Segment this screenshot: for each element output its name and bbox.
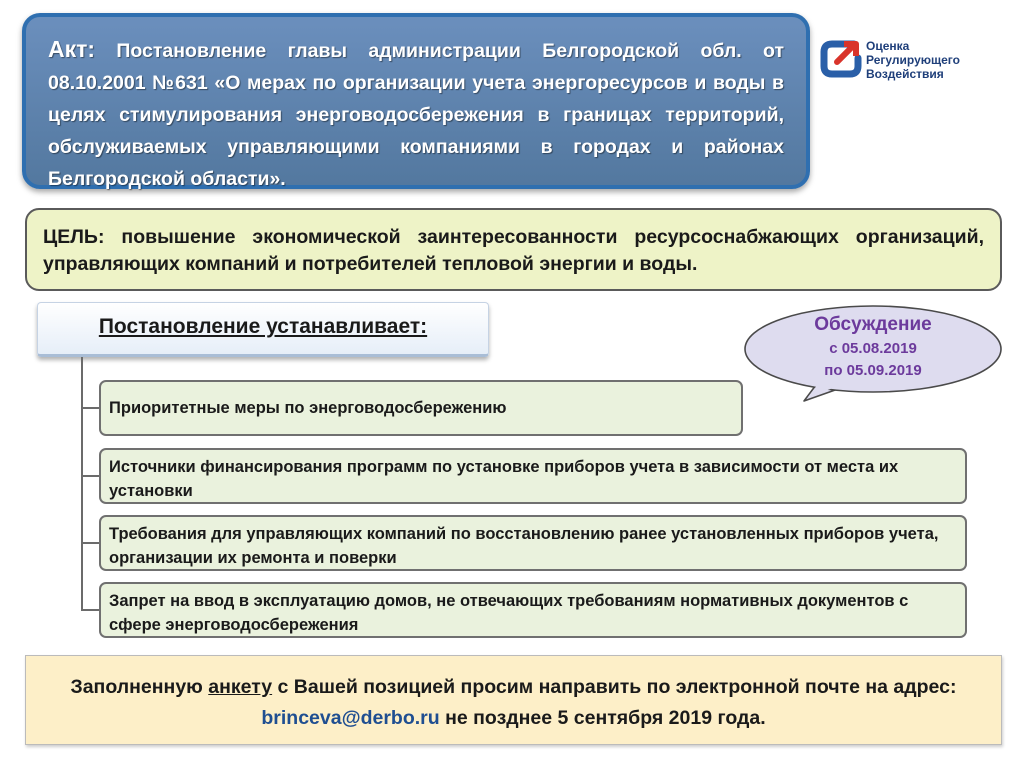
act-label: Акт: [48, 36, 96, 62]
email-link[interactable]: brinceva@derbo.ru [261, 707, 440, 729]
list-item [99, 515, 967, 571]
goal-label: ЦЕЛЬ: [43, 226, 105, 248]
goal-box [25, 208, 1002, 291]
discussion-bubble [742, 303, 1004, 403]
list-item-text: Требования для управляющих компаний по восстановлению ранее установленных приборов учета, организации их ремонта и поверки [109, 525, 939, 567]
footer-text-1: Заполненную [70, 676, 209, 698]
discussion-from: с 05.08.2019 [829, 340, 917, 357]
act-header [22, 13, 810, 189]
tree-branch [81, 609, 99, 611]
list-item [99, 448, 967, 504]
logo-mark-icon [820, 38, 862, 80]
footer-text-2: с Вашей позицией просим направить по электронной почте на адрес: [272, 676, 957, 698]
establish-title: Постановление устанавливает: [98, 315, 428, 338]
ovr-logo [820, 38, 1000, 88]
list-item [99, 380, 743, 436]
list-item [99, 582, 967, 638]
footer-notice [25, 655, 1002, 745]
list-item-text: Запрет на ввод в эксплуатацию домов, не отвечающих требованиям нормативных документов с сфере энерговодосбережения [109, 592, 909, 634]
tree-branch [81, 475, 99, 477]
logo-text: Оценка Регулирующего Воздействия [866, 39, 960, 81]
discussion-text [742, 312, 1004, 382]
discussion-title: Обсуждение [814, 314, 932, 335]
list-item-text: Источники финансирования программ по установке приборов учета в зависимости от места их установки [109, 458, 899, 500]
act-text: Постановление главы администрации Белгородской обл. от 08.10.2001 №631 «О мерах по организации учета энергоресурсов и воды в целях стимулирования энерговодосбережения в границах территорий, обслуживаемых управляющими компаниями в городах и районах Белгородской области». [48, 40, 784, 190]
tree-branch [81, 542, 99, 544]
footer-text-3: не позднее 5 сентября 2019 года. [439, 707, 766, 729]
tree-branch [81, 407, 99, 409]
tree-connector [81, 357, 83, 610]
establish-header [37, 302, 489, 357]
goal-text: повышение экономической заинтересованности ресурсоснабжающих организаций, управляющих компаний и потребителей тепловой энергии и воды. [43, 226, 985, 275]
discussion-to: по 05.09.2019 [824, 362, 922, 379]
questionnaire-link[interactable]: анкету [208, 676, 273, 698]
list-item-text: Приоритетные меры по энерговодосбережению [109, 399, 507, 417]
